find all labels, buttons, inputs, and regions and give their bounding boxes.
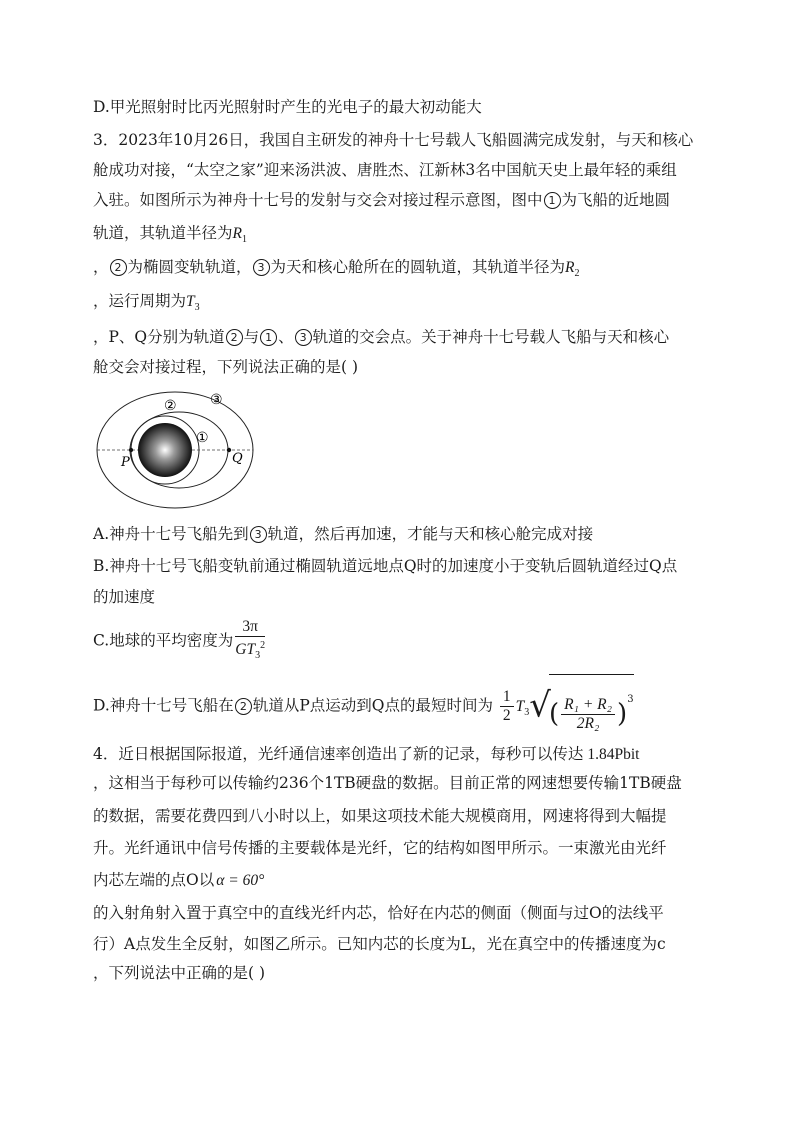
q3-line-1: 3．2023年10月26日，我国自主研发的神舟十七号载人飞船圆满完成发射，与天和核心 — [93, 131, 694, 149]
q4-line-8: ，下列说法中正确的是( ) — [93, 964, 266, 982]
q4-line-7: 行）A点发生全反射，如图乙所示。已知内芯的长度为L，光在真空中的传播速度为c — [93, 935, 666, 953]
q3-line-3: 入驻。如图所示为神舟十七号的发射与交会对接过程示意图，图中 1 为飞船的近地圆 — [93, 191, 671, 209]
symbol-r1: $R_1$ — [232, 225, 247, 245]
symbol-t3: $T_3$ — [186, 293, 200, 313]
q4-line-3: 的数据，需要花费四到八小时以上，如果这项技术能大规模商用，网速将得到大幅提 — [93, 807, 667, 825]
q3-option-b-line-2: 的加速度 — [93, 588, 156, 606]
earth — [138, 423, 192, 477]
q4-line-2: ，这相当于每秒可以传输约236个1TB硬盘的数据。目前正常的网速想要传输1TB硬盘 — [93, 774, 682, 792]
symbol-r2: $R_2$ — [565, 259, 580, 279]
label-orbit-3: ③ — [210, 392, 223, 408]
q3-option-d: D.神舟十七号飞船在 2 轨道从P点运动到Q点的最短时间为 $\frac{1}{2}$ $T_3√$( $\frac{\text{R₁ + R₂}}{\text{2R₂}}$ )$^3$ — [93, 674, 634, 739]
option-d-previous: D.甲光照射时比丙光照射时产生的光电子的最大初动能大 — [93, 98, 482, 116]
orbit-figure — [95, 388, 255, 518]
point-p — [129, 448, 133, 452]
label-q: Q — [232, 451, 243, 466]
label-orbit-1: ① — [196, 430, 209, 446]
q4-line-4: 升。光纤通讯中信号传播的主要载体是光纤，它的结构如图甲所示。一束激光由光纤 — [93, 839, 667, 857]
q4-line-5: 内芯左端的点O以 α = 60° — [93, 871, 265, 889]
q3-line-8: 舱交会对接过程，下列说法正确的是( ) — [93, 358, 359, 376]
q3-line-4: 轨道，其轨道半径为$R_1$ — [93, 224, 247, 245]
q4-line-1: 4．近日根据国际报道，光纤通信速率创造出了新的记录，每秒可以传达 1.84Pbit — [93, 745, 640, 763]
q3-line-2: 舱成功对接，“太空之家”迎来汤洪波、唐胜杰、江新林3名中国航天史上最年轻的乘组 — [93, 161, 677, 179]
label-p: P — [121, 455, 130, 470]
circle-1: 1 — [544, 192, 561, 209]
label-orbit-2: ② — [164, 398, 177, 414]
point-q — [227, 448, 231, 452]
q3-line-6: ，运行周期为$T_3$ — [93, 292, 200, 313]
q3-option-c: C.地球的平均密度为 $\frac{3\pi}{GT_3^2}$ — [93, 618, 266, 661]
q3-option-b-line-1: B.神舟十七号飞船变轨前通过椭圆轨道远地点Q时的加速度小于变轨后圆轨道经过Q点 — [93, 557, 678, 575]
q3-option-a: A.神舟十七号飞船先到 3 轨道，然后再加速，才能与天和核心舱完成对接 — [93, 525, 594, 543]
q3-line-5: ， 2 为椭圆变轨轨道， 3 为天和核心舱所在的圆轨道，其轨道半径为$R_2$ — [93, 258, 580, 279]
q3-line-7: ，P、Q分别为轨道 2 与 1 、 3 轨道的交会点。关于神舟十七号载人飞船与天和核心 — [93, 328, 670, 346]
q4-line-6: 的入射角射入置于真空中的直线光纤内芯，恰好在内芯的侧面（侧面与过O的法线平 — [93, 904, 664, 922]
